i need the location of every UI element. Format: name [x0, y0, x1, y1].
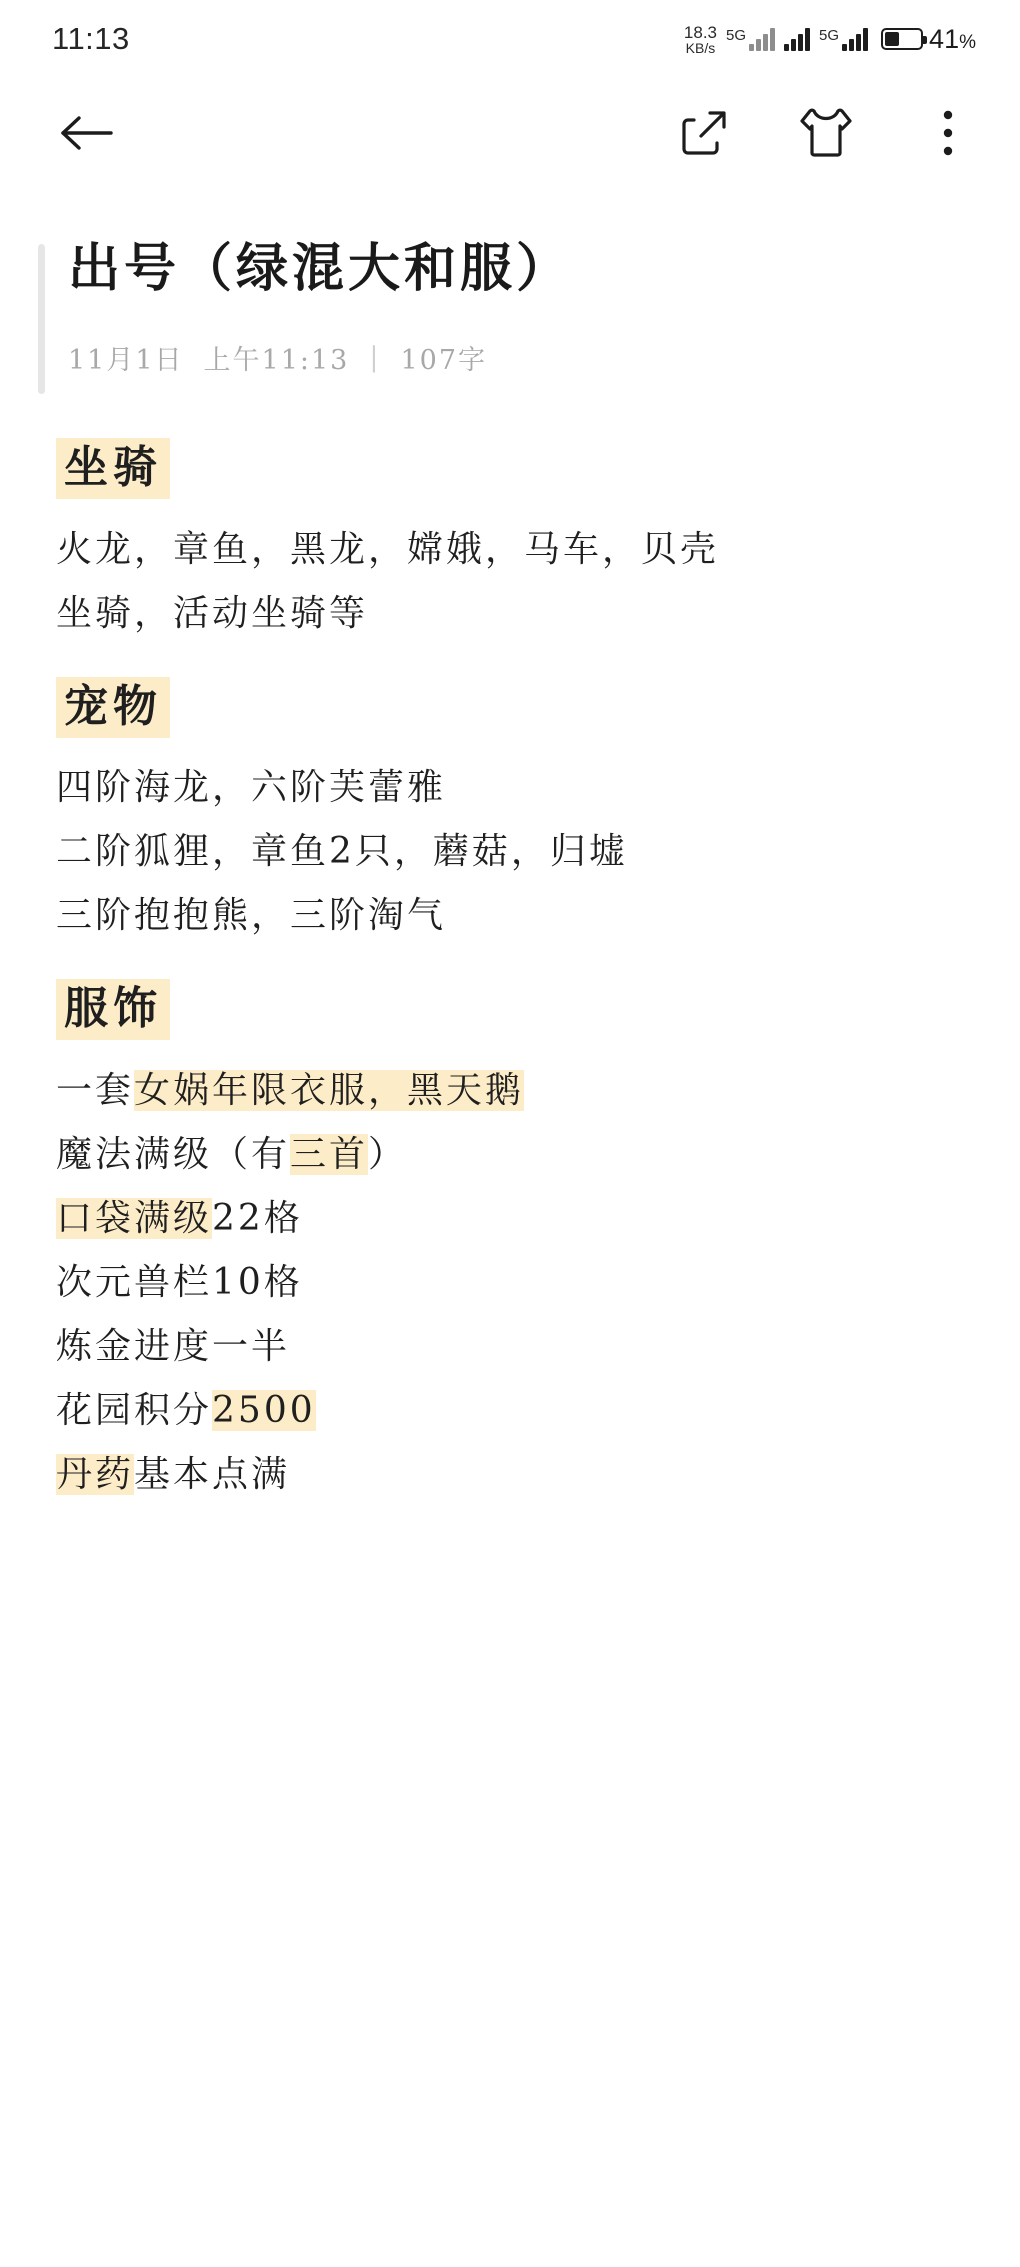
note-section — [56, 974, 964, 1507]
battery-indicator — [881, 24, 976, 55]
battery-percent-text: 41% — [929, 23, 976, 54]
sim1-signal — [726, 27, 775, 51]
tshirt-icon[interactable] — [798, 105, 854, 161]
section-heading — [56, 974, 964, 1044]
plain-text: 火龙，章鱼，黑龙，嫦娥，马车，贝壳 — [56, 528, 720, 570]
status-icons — [684, 24, 976, 55]
network-speed-value: 18.3 — [683, 22, 718, 42]
plain-text: 三阶抱抱熊，三阶淘气 — [56, 895, 447, 937]
section-heading — [56, 672, 964, 742]
sim2-network — [819, 27, 868, 51]
page-title: 出号（绿混大和服） — [68, 238, 573, 299]
network-speed-indicator — [684, 24, 717, 55]
note-toolbar — [0, 78, 1020, 188]
note-line — [56, 1059, 964, 1123]
sim2-signal-bars-icon-2 — [842, 27, 868, 51]
highlighted-text: 丹药 — [56, 1454, 135, 1496]
plain-text: 坐骑，活动坐骑等 — [56, 592, 369, 634]
plain-text: 基本点满 — [134, 1454, 291, 1496]
note-line — [56, 1123, 964, 1187]
arrow-left-icon[interactable] — [56, 101, 120, 165]
section-heading — [56, 433, 964, 503]
highlighted-text: 2500 — [212, 1390, 316, 1432]
note-section — [56, 433, 964, 646]
plain-text: 二阶狐狸，章鱼2只，蘑菇，归墟 — [56, 831, 628, 873]
highlighted-text: 三首 — [290, 1133, 369, 1175]
sim1-signal-bars-icon — [749, 27, 775, 51]
note-line — [56, 820, 964, 884]
status-time: 11:13 — [52, 21, 130, 56]
plain-text: 四阶海龙，六阶芙蕾雅 — [56, 767, 447, 809]
note-line — [56, 1443, 964, 1507]
sim2-signal — [784, 27, 810, 51]
note-time: 上午11:13 — [203, 345, 350, 377]
plain-text: 一套 — [56, 1069, 135, 1111]
plain-text: ） — [368, 1133, 408, 1175]
note-line — [56, 1379, 964, 1443]
section-heading-text: 服饰 — [56, 979, 170, 1040]
network-speed-unit: KB/s — [685, 39, 716, 56]
plain-text: 花园积分 — [56, 1390, 213, 1432]
sim2-network-label: 5G — [819, 27, 840, 44]
highlighted-text: 口袋满级 — [56, 1197, 213, 1239]
note-body — [0, 188, 1020, 1507]
section-heading-text: 坐骑 — [56, 438, 170, 499]
note-content[interactable] — [56, 433, 964, 1507]
note-word-count: 107字 — [400, 345, 488, 377]
note-line — [56, 1187, 964, 1251]
plain-text: 魔法满级（有 — [56, 1133, 291, 1175]
meta-separator: | — [369, 342, 381, 374]
status-bar — [0, 0, 1020, 78]
note-line — [56, 884, 964, 948]
section-heading-text: 宠物 — [56, 677, 170, 738]
plain-text: 22格 — [212, 1197, 303, 1239]
highlighted-text: 女娲年限衣服，黑天鹅 — [134, 1069, 525, 1111]
title-accent-bar — [38, 244, 45, 394]
battery-icon — [881, 28, 923, 50]
note-line — [56, 1251, 964, 1315]
plain-text: 次元兽栏10格 — [56, 1261, 303, 1303]
note-line — [56, 1315, 964, 1379]
sim2-signal-bars-icon — [784, 27, 810, 51]
note-line — [56, 518, 964, 582]
sim1-network-label: 5G — [726, 27, 747, 44]
share-export-icon[interactable] — [676, 105, 732, 161]
note-date: 11月1日 — [68, 345, 184, 377]
plain-text: 炼金进度一半 — [56, 1326, 291, 1368]
note-section — [56, 672, 964, 949]
note-line — [56, 582, 964, 646]
note-title-wrap — [56, 234, 964, 377]
more-vertical-icon[interactable] — [920, 105, 976, 161]
note-line — [56, 756, 964, 820]
note-meta — [68, 338, 964, 377]
